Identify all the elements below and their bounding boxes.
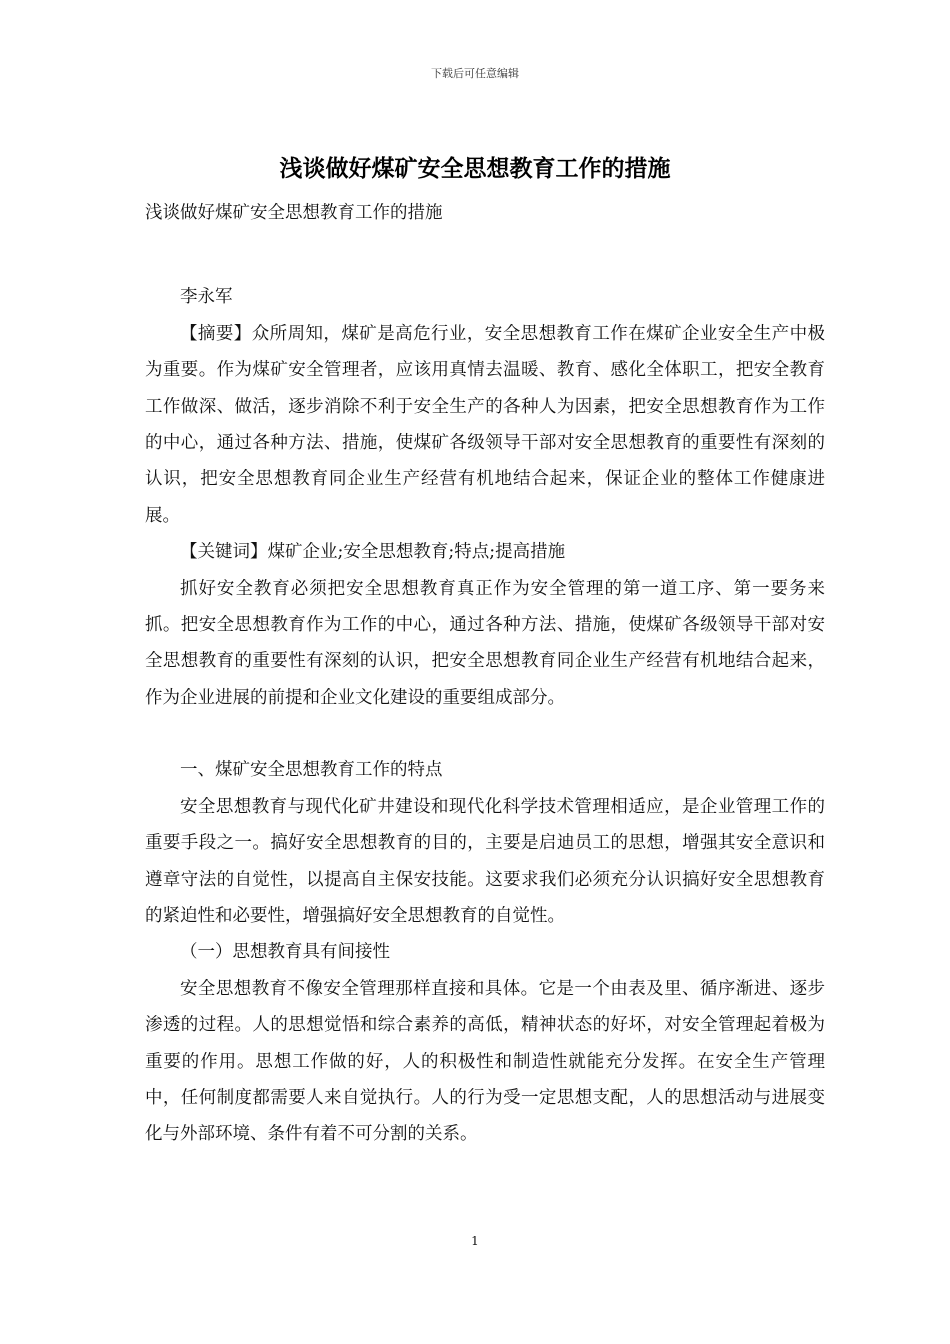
abstract-paragraph: 【摘要】众所周知，煤矿是高危行业，安全思想教育工作在煤矿企业安全生产中极为重要。作为煤矿安全管理者，应该用真情去温暖、教育、感化全体职工，把安全教育工作做深、做活，逐步消除不利于安全生产的各种人为因素，把安全思想教育作为工作的中心，通过各种方法、措施，使煤矿各级领导干部对安全思想教育的重要性有深刻的认识，把安全思想教育同企业生产经营有机地结合起来，保证企业的整体工作健康进展。 bbox=[145, 323, 825, 526]
document-subtitle: 浅谈做好煤矿安全思想教育工作的措施 bbox=[145, 203, 443, 223]
document-body bbox=[145, 195, 825, 1153]
subsection-heading: （一）思想教育具有间接性 bbox=[180, 942, 390, 963]
page-header-note: 下载后可任意编辑 bbox=[431, 67, 519, 80]
page-number: 1 bbox=[471, 1234, 479, 1248]
spacer bbox=[145, 231, 825, 279]
section-paragraph: 安全思想教育与现代化矿井建设和现代化科学技术管理相适应，是企业管理工作的重要手段之一。搞好安全思想教育的目的，主要是启迪员工的思想，增强其安全意识和遵章守法的自觉性，以提高自主保安技能。这要求我们必须充分认识搞好安全思想教育的紧迫性和必要性，增强搞好安全思想教育的自觉性。 bbox=[145, 796, 825, 926]
author-name: 李永军 bbox=[180, 287, 233, 308]
intro-paragraph: 抓好安全教育必须把安全思想教育真正作为安全管理的第一道工序、第一要务来抓。把安全思想教育作为工作的中心，通过各种方法、措施，使煤矿各级领导干部对安全思想教育的重要性有深刻的认识，把安全思想教育同企业生产经营有机地结合起来，作为企业进展的前提和企业文化建设的重要组成部分。 bbox=[145, 578, 825, 708]
document-title: 浅谈做好煤矿安全思想教育工作的措施 bbox=[279, 155, 671, 182]
section-heading: 一、煤矿安全思想教育工作的特点 bbox=[180, 760, 443, 781]
keywords-paragraph: 【关键词】煤矿企业;安全思想教育;特点;提高措施 bbox=[180, 542, 566, 563]
spacer bbox=[145, 716, 825, 752]
subsection-paragraph: 安全思想教育不像安全管理那样直接和具体。它是一个由表及里、循序渐进、逐步渗透的过程。人的思想觉悟和综合素养的高低，精神状态的好坏，对安全管理起着极为重要的作用。思想工作做的好，人的积极性和制造性就能充分发挥。在安全生产管理中，任何制度都需要人来自觉执行。人的行为受一定思想支配，人的思想活动与进展变化与外部环境、条件有着不可分割的关系。 bbox=[145, 978, 825, 1145]
